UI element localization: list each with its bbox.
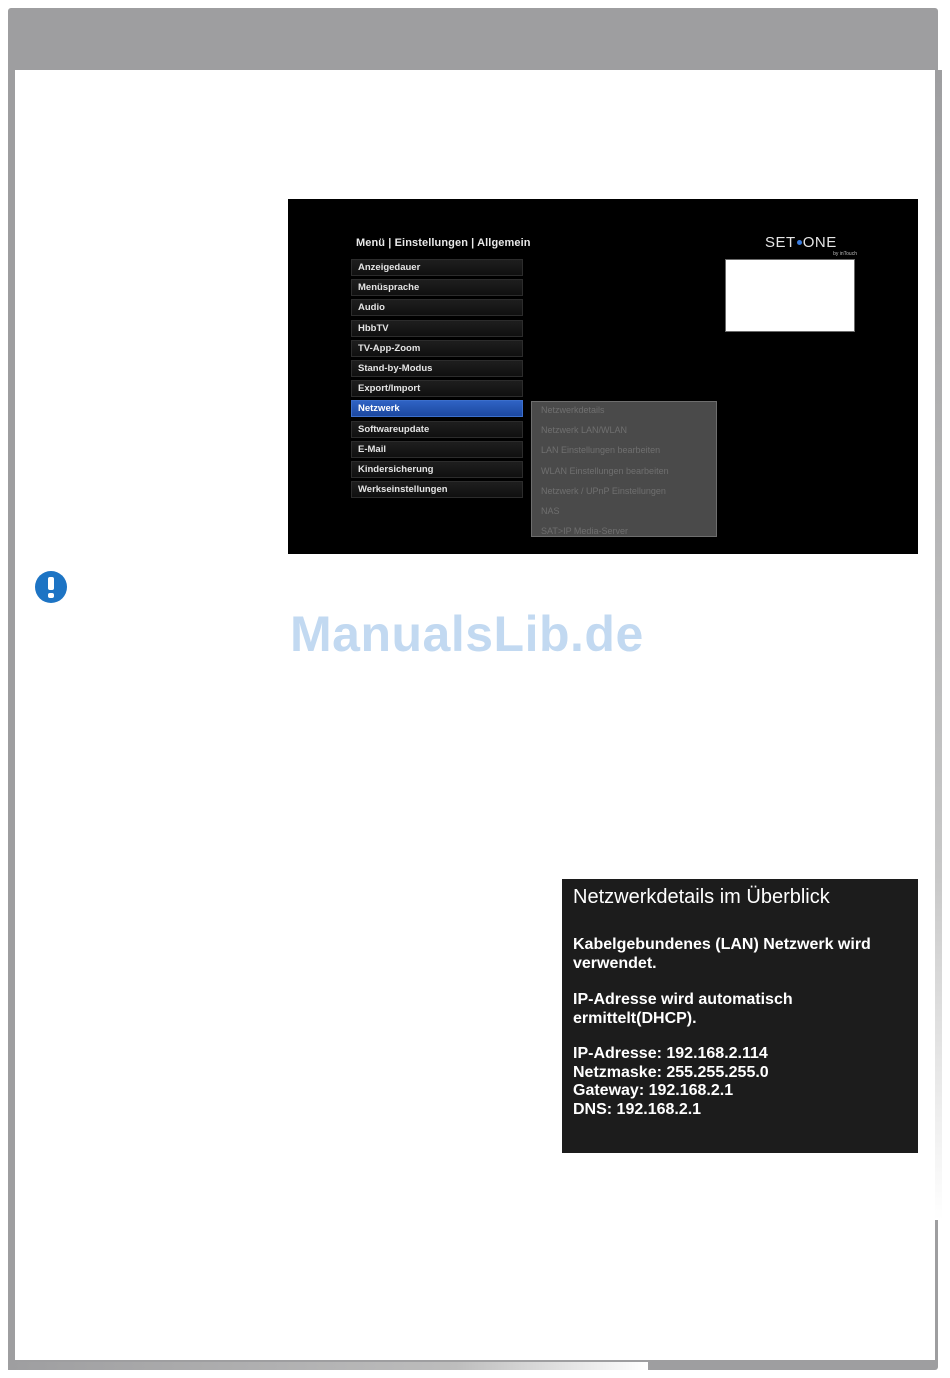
brand-name-left: SET xyxy=(765,234,796,251)
menu-item-email[interactable]: E-Mail xyxy=(351,441,523,458)
menu-item-tv-app-zoom[interactable]: TV-App-Zoom xyxy=(351,340,523,357)
menu-item-export-import[interactable]: Export/Import xyxy=(351,380,523,397)
submenu-item-netzwerk-lan-wlan[interactable]: Netzwerk LAN/WLAN xyxy=(541,425,628,436)
menu-item-audio[interactable]: Audio xyxy=(351,299,523,316)
details-ip-address: IP-Adresse: 192.168.2.114 xyxy=(573,1045,768,1062)
details-dns: DNS: 192.168.2.1 xyxy=(573,1100,702,1118)
network-details-panel xyxy=(562,879,918,1153)
submenu-item-upnp-einstellungen[interactable]: Netzwerk / UPnP Einstellungen xyxy=(541,485,666,496)
submenu-item-satip-media-server[interactable]: SAT>IP Media-Server xyxy=(541,526,628,537)
menu-item-standby[interactable]: Stand-by-Modus xyxy=(351,360,523,377)
menu-item-hbbtv[interactable]: HbbTV xyxy=(351,320,523,337)
breadcrumb: Menü | Einstellungen | Allgemein xyxy=(356,237,531,249)
menu-item-softwareupdate[interactable]: Softwareupdate xyxy=(351,421,523,438)
menu-item-anzeigedauer[interactable]: Anzeigedauer xyxy=(351,259,523,276)
page-shadow-right xyxy=(935,70,942,1220)
submenu-item-wlan-einstellungen[interactable]: WLAN Einstellungen bearbeiten xyxy=(541,465,669,476)
brand-name-right: ONE xyxy=(802,234,837,251)
brand-logo-text xyxy=(765,234,837,251)
submenu-item-lan-einstellungen[interactable]: LAN Einstellungen bearbeiten xyxy=(541,445,661,456)
exclamation-dot xyxy=(48,593,54,598)
brand-tagline: by inTouch xyxy=(833,251,857,257)
details-addresses xyxy=(573,1045,907,1119)
tv-preview-window xyxy=(725,259,855,332)
page-shadow-bottom xyxy=(8,1362,648,1370)
menu-item-kindersicherung[interactable]: Kindersicherung xyxy=(351,461,523,478)
tv-screenshot xyxy=(288,199,918,554)
network-submenu xyxy=(531,401,717,537)
settings-menu xyxy=(351,259,523,501)
exclamation-icon xyxy=(35,571,67,603)
details-dhcp-status: IP-Adresse wird automatisch ermittelt(DHCP). xyxy=(573,991,793,1027)
details-netmask: Netzmaske: 255.255.255.0 xyxy=(573,1063,769,1081)
submenu-item-nas[interactable]: NAS xyxy=(541,505,560,516)
submenu-item-netzwerkdetails[interactable]: Netzwerkdetails xyxy=(541,405,605,415)
brand-logo xyxy=(765,234,857,258)
menu-item-netzwerk[interactable]: Netzwerk xyxy=(351,400,523,417)
watermark: ManualsLib.de xyxy=(290,606,644,662)
exclamation-bar xyxy=(48,577,54,590)
menu-item-werkseinstellungen[interactable]: Werkseinstellungen xyxy=(351,481,523,498)
brand-dot-icon xyxy=(797,240,802,245)
details-gateway: Gateway: 192.168.2.1 xyxy=(573,1082,734,1100)
details-title: Netzwerkdetails im Überblick xyxy=(573,886,830,908)
menu-item-menuesprache[interactable]: Menüsprache xyxy=(351,279,523,296)
details-connection-type: Kabelgebundenes (LAN) Netzwerk wird verwendet. xyxy=(573,936,871,972)
